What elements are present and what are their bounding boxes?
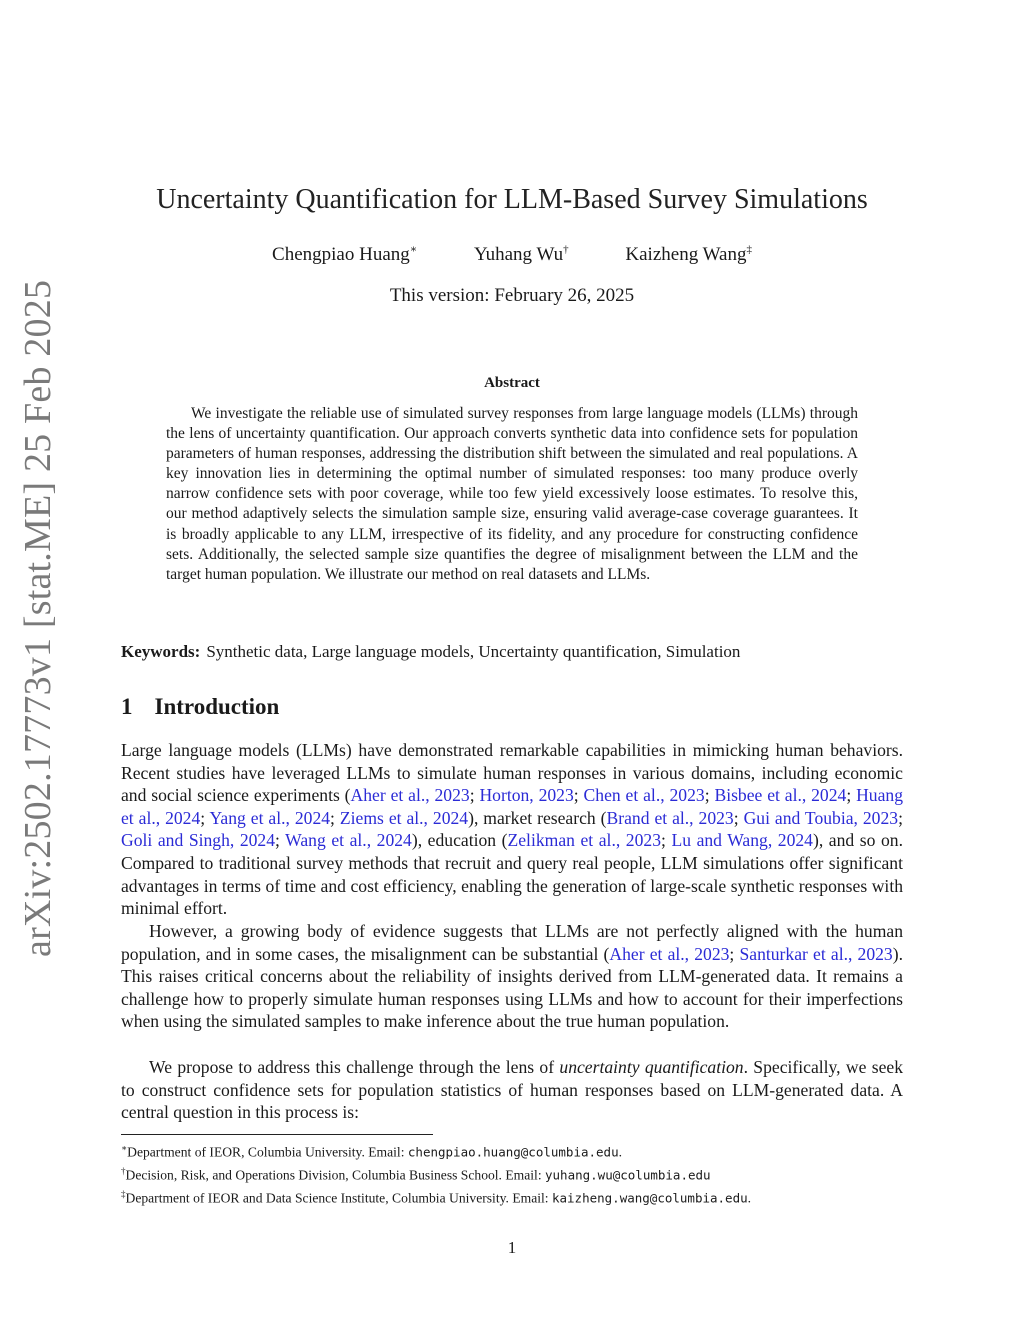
citation-link[interactable]: Santurkar et al., 2023 <box>739 943 893 964</box>
email-link[interactable]: chengpiao.huang@columbia.edu <box>407 1144 619 1160</box>
paragraph-intro-3: We propose to address this challenge through the lens of uncertainty quantification. Specifically, we seek to construct confidence sets for population statistics of human responses based on LLM-generated data. A central question in this process is: <box>121 1057 903 1123</box>
keywords-text: Synthetic data, Large language models, Uncertainty quantification, Simulation <box>206 642 741 661</box>
citation-link[interactable]: Ziems et al., 2024 <box>339 807 469 828</box>
abstract-heading: Abstract <box>484 375 540 391</box>
paper-title: Uncertainty Quantification for LLM-Based Survey Simulations <box>156 184 868 215</box>
email-link[interactable]: kaizheng.wang@columbia.edu <box>551 1190 748 1206</box>
author-list <box>0 243 1024 266</box>
citation-link[interactable]: Lu and Wang, 2024 <box>671 830 813 851</box>
version-date: This version: February 26, 2025 <box>389 285 635 306</box>
keywords <box>121 642 911 662</box>
footnotes <box>121 1139 921 1208</box>
abstract-text: We investigate the reliable use of simulated survey responses from large language models (LLMs) through the lens of uncertainty quantification. Our approach converts synthetic data into confidence sets for population parameters of human responses, addressing the distribution shift between the simulated and real populations. A key innovation lies in determining the optimal number of simulated responses: too many produce overly narrow confidence sets with poor coverage, while too few yield excessively loose estimates. To resolve this, our method adaptively selects the simulation sample size, ensuring valid average-case coverage guarantees. It is broadly applicable to any LLM, irrespective of its fidelity, and any procedure for constructing confidence sets. Additionally, the selected sample size quantifies the degree of misalignment between the LLM and the target human population. We illustrate our method on real datasets and LLMs. <box>166 405 858 583</box>
author: Yuhang Wu† <box>474 244 569 266</box>
citation-link[interactable]: Wang et al., 2024 <box>285 830 412 851</box>
citation-link[interactable]: Brand et al., 2023 <box>606 807 734 828</box>
citation-link[interactable]: Bisbee et al., 2024 <box>714 785 847 806</box>
paragraph-intro-2: However, a growing body of evidence suggests that LLMs are not perfectly aligned with the human population, and in some cases, the misalignment can be substantial (Aher et al., 2023; Santurkar et al., 2023). This raises critical concerns about the reliability of insights derived from LLM-generated data. It remains a challenge how to properly simulate human responses using LLMs and how to account for their imperfections when using the simulated samples to make inference about the true human population. <box>121 921 903 1032</box>
citation-link[interactable]: Horton, 2023 <box>479 785 574 806</box>
email-link[interactable]: yuhang.wu@columbia.edu <box>545 1167 711 1183</box>
citation-link[interactable]: Gui and Toubia, 2023 <box>743 807 899 828</box>
section-title: Introduction <box>154 694 280 719</box>
citation-link[interactable]: Zelikman et al., 2023 <box>507 830 661 851</box>
footnote: ∗Department of IEOR, Columbia University. Email: chengpiao.huang@columbia.edu. <box>121 1143 623 1160</box>
section-number: 1 <box>121 694 133 719</box>
author: Chengpiao Huang∗ <box>272 244 418 266</box>
citation-link[interactable]: Aher et al., 2023 <box>609 943 730 964</box>
keywords-label: Keywords: <box>121 642 201 661</box>
citation-link[interactable]: Goli and Singh, 2024 <box>121 830 276 851</box>
section-heading <box>121 694 279 720</box>
page-number: 1 <box>507 1238 517 1257</box>
footnote: ‡Department of IEOR and Data Science Institute, Columbia University. Email: kaizheng.wang@columbia.edu. <box>121 1189 752 1206</box>
footnote: †Decision, Risk, and Operations Division, Columbia Business School. Email: yuhang.wu@columbia.edu <box>121 1166 711 1183</box>
citation-link[interactable]: Huang et al., 2024 <box>121 785 903 828</box>
arxiv-identifier-stamp: arXiv:2502.17773v1 [stat.ME] 25 Feb 2025 <box>17 279 59 957</box>
author: Kaizheng Wang‡ <box>625 244 752 266</box>
citation-link[interactable]: Yang et al., 2024 <box>209 807 331 828</box>
citation-link[interactable]: Aher et al., 2023 <box>350 785 470 806</box>
citation-link[interactable]: Chen et al., 2023 <box>583 785 705 806</box>
paragraph-intro-1: Large language models (LLMs) have demonstrated remarkable capabilities in mimicking human behaviors. Recent studies have leveraged LLMs to simulate human responses in various domains, including economic and social science experiments (Aher et al., 2023; Horton, 2023; Chen et al., 2023; Bisbee et al., 2024; Huang et al., 2024; Yang et al., 2024; Ziems et al., 2024), market research (Brand et al., 2023; Gui and Toubia, 2023; Goli and Singh, 2024; Wang et al., 2024), education (Zelikman et al., 2023; Lu and Wang, 2024), and so on. Compared to traditional survey methods that recruit and query real people, LLM simulations offer significant advantages in terms of time and cost efficiency, enabling the generation of large-scale synthetic responses with minimal effort. <box>121 740 903 919</box>
footnote-rule <box>121 1134 433 1135</box>
